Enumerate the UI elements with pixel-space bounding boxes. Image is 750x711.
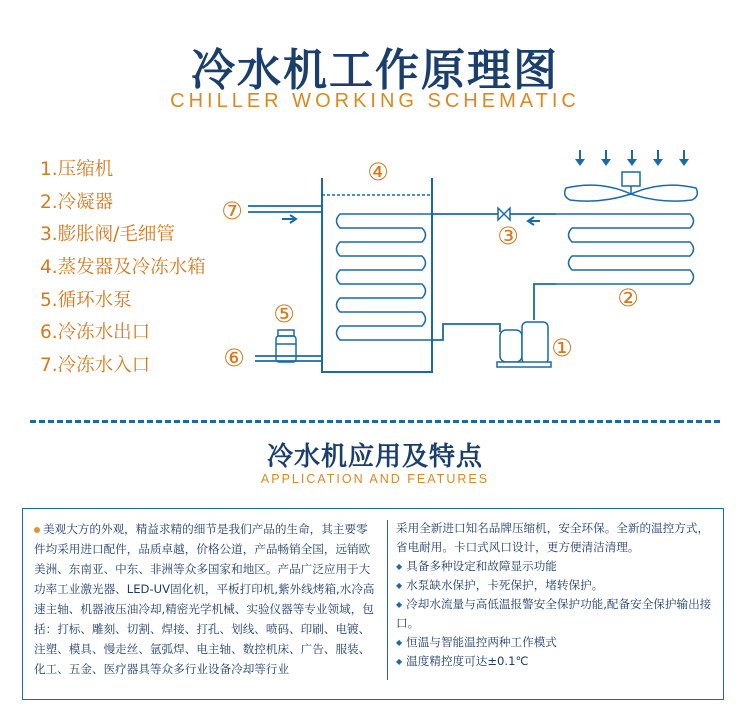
feature-item: ◆ 恒温与智能温控两种工作模式 <box>396 633 718 652</box>
fan-icon <box>565 172 698 201</box>
legend-item-compressor: 1.压缩机 <box>40 159 114 180</box>
features-right-intro: 采用全新进口知名品牌压缩机，安全环保。全新的温控方式，省电耐用。卡口式风口设计，更方便清洁清理。 <box>396 521 710 554</box>
expansion-valve-icon <box>498 208 510 220</box>
water-pipes <box>248 206 322 361</box>
features-left-text: 美观大方的外观，精益求精的细节是我们产品的生命，其主要零件均采用进口配件，品质卓越，价格公道，产品畅销全国，远销欧美洲、东南亚、中东、非洲等众多国家和地区。产品广泛应用于大功率工业激光器、LED-UV固化机，平板打印机,紫外线烤箱,水冷高速主轴、机器液压油冷却,精密光学机械、实验仪器等专业领域，包括：打标、雕刻、切割、焊接、打孔、划线、喷码、印刷、电镀、注塑、模具、慢走丝、氩弧焊、电主轴、数控机床、广告、服装、化工、五金、医疗器具等众多行业设备冷却等行业 <box>34 522 375 676</box>
evaporator-tank <box>322 178 432 372</box>
feature-item: ◆ 水泵缺水保护，卡死保护，堵转保护。 <box>396 576 718 595</box>
section-subtitle: APPLICATION AND FEATURES <box>260 472 490 486</box>
feature-item: ◆ 具备多种设定和故障显示功能 <box>396 557 718 576</box>
marker-5: ⑤ <box>273 300 295 328</box>
page-subtitle: CHILLER WORKING SCHEMATIC <box>170 90 580 112</box>
condenser-coil <box>556 214 694 284</box>
marker-7: ⑦ <box>221 197 243 225</box>
legend-item-water-inlet: 7.冷冻水入口 <box>40 355 151 377</box>
chiller-schematic <box>0 140 750 410</box>
page-title: 冷水机工作原理图 <box>191 45 559 96</box>
features-right-column <box>396 519 718 671</box>
marker-4: ④ <box>367 158 389 186</box>
marker-6: ⑥ <box>223 344 245 372</box>
marker-1: ① <box>551 334 573 362</box>
marker-2: ② <box>617 284 639 312</box>
legend-item-water-outlet: 6.冷冻水出口 <box>40 322 151 344</box>
legend-item-expansion-valve: 3.膨胀阀/毛细管 <box>40 224 175 246</box>
legend-item-condenser: 2.冷凝器 <box>40 191 114 213</box>
column-divider <box>387 520 388 680</box>
section-title: 冷水机应用及特点 <box>266 442 483 472</box>
flow-arrow <box>528 217 540 225</box>
feature-item: ◆ 冷却水流量与高低温报警安全保护功能,配备安全保护输出接口。 <box>396 595 718 633</box>
section-divider <box>30 420 720 423</box>
legend-item-evaporator: 4.蒸发器及冷冻水箱 <box>40 257 206 279</box>
airflow-arrows <box>575 150 689 166</box>
feature-item: ◆ 温度精控度可达±0.1℃ <box>396 652 718 671</box>
features-left-column <box>34 519 379 679</box>
marker-3: ③ <box>497 222 519 250</box>
pump-icon <box>276 330 296 362</box>
refrigerant-lines <box>432 214 556 340</box>
compressor-icon <box>497 322 551 367</box>
inlet-arrow <box>282 215 296 223</box>
bullet-icon <box>34 527 40 533</box>
legend-item-pump: 5.循环水泵 <box>40 289 132 311</box>
